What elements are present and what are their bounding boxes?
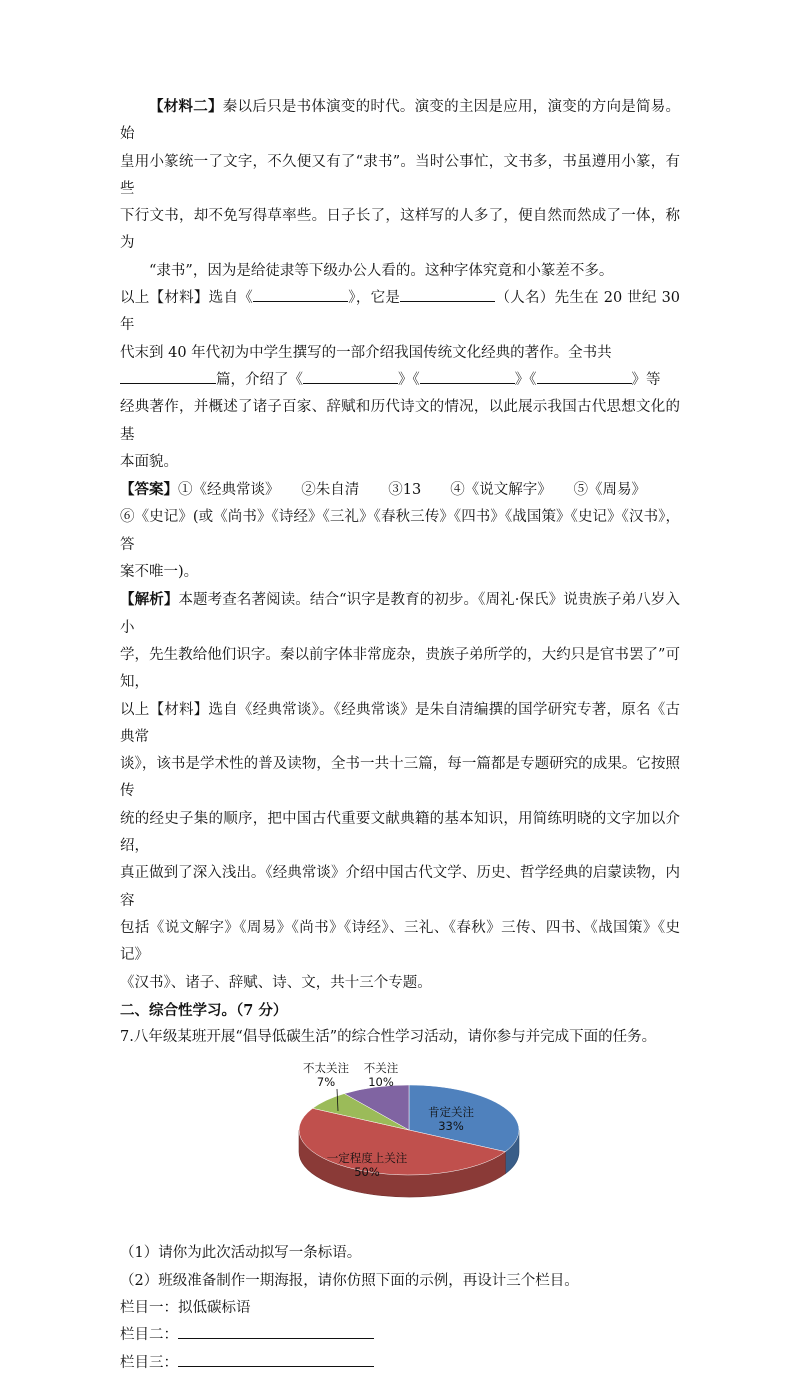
material2-line1: 秦以后只是书体演变的时代。演变的主因是应用，演变的方向是简易。始: [120, 99, 681, 143]
analysis-line3: 以上【材料】选自《经典常谈》。《经典常谈》是朱自清编撰的国学研究专著，原名《古典常: [120, 701, 680, 745]
pie-label-2: 不太关注: [303, 1061, 349, 1076]
answer-line1: [120, 476, 680, 504]
analysis-line4: 谈》，该书是学术性的普及读物，全书一共十三篇，每一篇都是专题研究的成果。它按照传: [120, 756, 680, 800]
pie-value-3: 10%: [368, 1075, 394, 1090]
question7-text: 7.八年级某班开展“倡导低碳生活”的综合性学习活动，请你参与并完成下面的任务。: [120, 1029, 657, 1046]
task1-text: （1）请你为此次活动拟写一条标语。: [120, 1245, 362, 1262]
question-text: 篇，介绍了《: [216, 371, 303, 388]
pie-label-1: 一定程度上关注: [326, 1151, 408, 1166]
section2-title: 二、综合性学习。（7 分）: [120, 1001, 288, 1019]
column2-line: [120, 1322, 680, 1349]
question-text: 》《: [398, 371, 420, 388]
material2-line4: “隶书”，因为是给徒隶等下级办公人看的。这种字体究竟和小篆差不多。: [149, 262, 614, 279]
blank-work-3: [537, 369, 632, 384]
pie-label-3: 不关注: [363, 1061, 399, 1076]
question-line1: [120, 285, 680, 340]
pie-value-0: 33%: [438, 1119, 464, 1134]
blank-column2[interactable]: [178, 1324, 374, 1339]
material2-tag: 【材料二】: [149, 98, 223, 115]
analysis-line7: 包括《说文解字》《周易》《尚书》《诗经》、三礼、《春秋》三传、四书、《战国策》《史记》: [120, 919, 680, 964]
pie-chart: [120, 1059, 680, 1234]
question-line4: 经典著作，并概述了诸子百家、辞赋和历代诗文的情况，以此展示我国古代思想文化的基: [120, 399, 680, 443]
pie-value-1: 50%: [354, 1165, 380, 1180]
pie-label-0: 肯定关注: [428, 1105, 474, 1120]
material2-line2: 皇用小篆统一了文字，不久便又有了“隶书”。当时公事忙，文书多，书虽遵用小篆，有些: [120, 153, 680, 197]
column2-label: 栏目二：: [120, 1327, 178, 1344]
question-line3: [120, 367, 680, 394]
analysis-tag: 【解析】: [120, 591, 179, 609]
answer-line3: 案不唯一)。: [120, 564, 199, 581]
question-text: （人名）先生在 20 世纪 30 年: [120, 290, 681, 334]
analysis-line6: 真正做到了深入浅出。《经典常谈》介绍中国古代文学、历史、哲学经典的启蒙读物，内容: [120, 865, 680, 909]
task2-text: （2）班级准备制作一期海报，请你仿照下面的示例，再设计三个栏目。: [120, 1272, 579, 1289]
question-text: 以上【材料】选自《: [120, 290, 254, 307]
blank-author-name: [400, 287, 495, 302]
material2-line3: 下行文书，却不免写得草率些。日子长了，这样写的人多了，便自然而然成了一体，称为: [120, 208, 680, 252]
column3-label: 栏目三：: [120, 1354, 178, 1371]
question-text: 》，它是: [348, 290, 401, 307]
answer-line2: ⑥《史记》(或《尚书》《诗经》《三礼》《春秋三传》《四书》《战国策》《史记》《汉书》，答: [120, 509, 680, 553]
question-line2: 代末到 40 年代初为中学生撰写的一部介绍我国传统文化经典的著作。全书共: [120, 344, 612, 361]
question-text: 》等: [631, 371, 661, 388]
blank-work-1: [303, 369, 398, 384]
column3-line: [120, 1350, 680, 1377]
answer-tag: 【答案】: [120, 481, 178, 499]
pie-chart-svg: [120, 1059, 680, 1234]
blank-column3[interactable]: [178, 1352, 374, 1367]
answer-text: ①《经典常谈》 ②朱自清 ③13 ④《说文解字》 ⑤《周易》: [178, 482, 646, 499]
question-line5: 本面貌。: [120, 453, 178, 470]
material2-paragraph: [120, 93, 680, 149]
analysis-line1: [120, 586, 680, 642]
question-text: 》《: [514, 371, 537, 388]
blank-chapter-count: [120, 369, 216, 384]
column1-text: 栏目一：拟低碳标语: [120, 1299, 251, 1316]
analysis-line5: 统的经史子集的顺序，把中国古代重要文献典籍的基本知识，用简练明晓的文字加以介绍，: [120, 810, 680, 855]
analysis-line8: 《汉书》、诸子、辞赋、诗、文，共十三个专题。: [120, 974, 432, 991]
pie-value-2: 7%: [316, 1075, 336, 1090]
blank-book-title: [253, 287, 348, 302]
blank-work-2: [420, 369, 515, 384]
document-page: [120, 93, 680, 1377]
analysis-text: 本题考查名著阅读。结合“识字是教育的初步。《周礼·保氏》说贵族子弟八岁入小: [120, 592, 680, 636]
analysis-line2: 学，先生教给他们识字。秦以前字体非常庞杂，贵族子弟所学的，大约只是官书罢了”可知，: [120, 646, 680, 691]
